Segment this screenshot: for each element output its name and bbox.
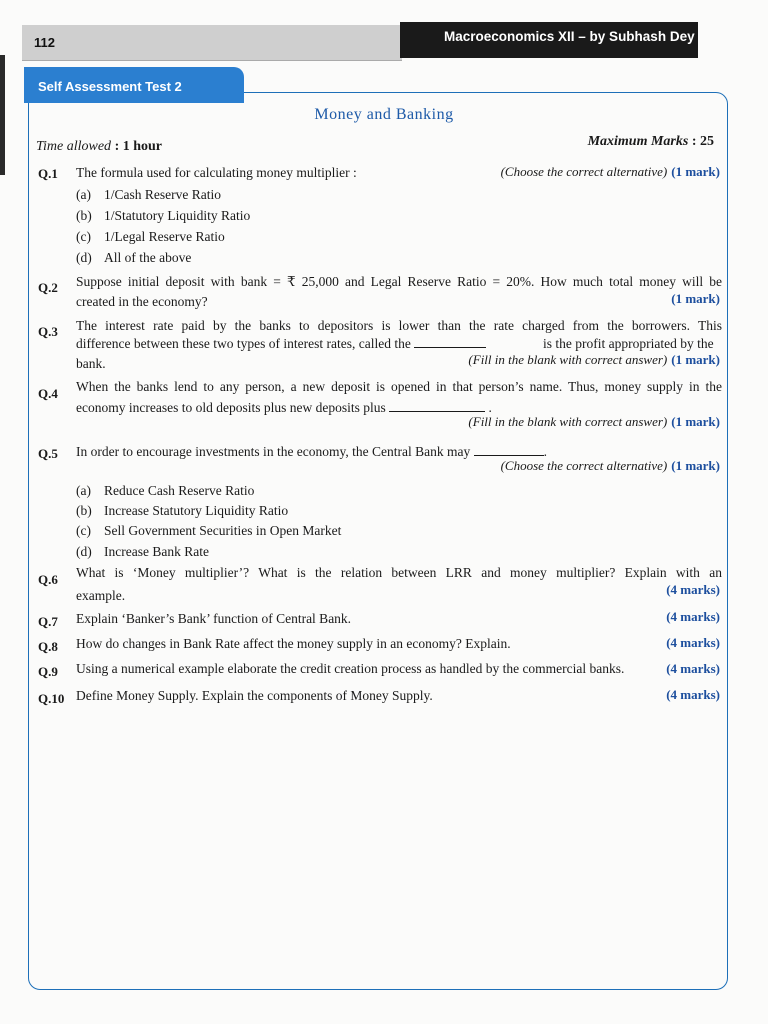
question-text: [76, 444, 547, 460]
question-text: When the banks lend to any person, a new deposit is opened in that person’s name. Thus, money supply in the: [76, 379, 722, 394]
question-number: Q.3: [38, 324, 58, 339]
question-instruction: (Choose the correct alternative): [500, 458, 668, 473]
option-item: [76, 208, 250, 224]
time-allowed-value: : 1 hour: [114, 139, 163, 154]
option-text: 1/Legal Reserve Ratio: [104, 229, 225, 244]
option-label: (b): [76, 503, 92, 518]
maximum-marks-value: : 25: [691, 134, 714, 149]
option-label: (a): [76, 483, 91, 498]
question-text: The interest rate paid by the banks to depositors is lower than the rate charged from the borrowers. This: [76, 318, 722, 333]
question-text-part: difference between these two types of interest rates, called the: [76, 336, 411, 351]
option-item: [76, 229, 225, 245]
option-item: [76, 187, 221, 203]
question-text-continued: example.: [76, 588, 126, 603]
option-label: (b): [76, 208, 92, 223]
answer-blank: [389, 400, 485, 412]
time-allowed: [36, 139, 162, 155]
question-instruction: (Choose the correct alternative): [500, 164, 668, 179]
option-text: Increase Statutory Liquidity Ratio: [104, 503, 289, 518]
maximum-marks-label: Maximum Marks: [587, 134, 689, 149]
question-instruction: (Fill in the blank with correct answer): [468, 352, 668, 367]
option-label: (c): [76, 229, 91, 244]
content-frame: [28, 92, 728, 990]
option-text: 1/Cash Reserve Ratio: [104, 187, 221, 202]
header-left-bar: [22, 25, 402, 61]
question-text: What is ‘Money multiplier’? What is the relation between LRR and money multiplier? Explain with an: [76, 565, 722, 580]
option-item: [76, 544, 209, 560]
question-number: Q.10: [38, 691, 65, 706]
question-text: Define Money Supply. Explain the components of Money Supply.: [76, 688, 433, 703]
question-number: Q.4: [38, 386, 58, 401]
question-text: Suppose initial deposit with bank = ₹ 25,000 and Legal Reserve Ratio = 20%. How much total money will be: [76, 274, 722, 289]
marks-value: (1 mark): [671, 458, 720, 473]
time-allowed-label: Time allowed: [36, 139, 112, 154]
page-number: 112: [34, 35, 55, 50]
question-marks: [501, 458, 720, 474]
question-text-continued: created in the economy?: [76, 294, 208, 309]
question-text: How do changes in Bank Rate affect the money supply in an economy? Explain.: [76, 636, 511, 651]
option-text: Increase Bank Rate: [104, 544, 209, 559]
question-text-continued: bank.: [76, 356, 106, 371]
option-label: (a): [76, 187, 91, 202]
question-number: Q.7: [38, 614, 58, 629]
question-text-part: is the profit appropriated by the: [543, 336, 714, 351]
question-instruction: (Fill in the blank with correct answer): [468, 414, 668, 429]
marks-value: (1 mark): [671, 164, 720, 179]
page-title: Money and Banking: [314, 106, 454, 123]
option-text: 1/Statutory Liquidity Ratio: [104, 208, 251, 223]
maximum-marks: [588, 134, 714, 150]
question-text-continued: [76, 400, 492, 416]
question-number: Q.6: [38, 572, 58, 587]
option-item: [76, 250, 191, 266]
section-tab: Self Assessment Test 2: [24, 67, 244, 103]
option-label: (d): [76, 250, 92, 265]
option-label: (c): [76, 523, 91, 538]
option-label: (d): [76, 544, 92, 559]
question-text-part: economy increases to old deposits plus new deposits plus: [76, 400, 386, 415]
question-marks: (1 mark): [671, 291, 720, 306]
question-marks: [468, 414, 720, 430]
question-text-part: .: [543, 444, 548, 459]
question-marks: (4 marks): [666, 661, 720, 676]
question-marks: [468, 352, 720, 368]
option-text: All of the above: [104, 250, 192, 265]
question-number: Q.1: [38, 166, 58, 181]
question-number: Q.2: [38, 280, 58, 295]
question-text-continued: [76, 336, 486, 352]
question-text-part: .: [488, 400, 492, 415]
option-item: [76, 503, 288, 519]
question-text: Using a numerical example elaborate the credit creation process as handled by the commercial banks.: [76, 661, 625, 676]
question-marks: (4 marks): [666, 687, 720, 702]
question-marks: (4 marks): [666, 609, 720, 624]
marks-value: (1 mark): [671, 352, 720, 367]
marks-value: (1 mark): [671, 414, 720, 429]
option-text: Reduce Cash Reserve Ratio: [104, 483, 255, 498]
option-item: [76, 523, 341, 539]
question-text: Explain ‘Banker’s Bank’ function of Central Bank.: [76, 611, 352, 626]
question-marks: (4 marks): [666, 582, 720, 597]
question-text: The formula used for calculating money multiplier :: [76, 165, 357, 180]
question-marks: (4 marks): [666, 635, 720, 650]
option-item: [76, 483, 254, 499]
question-marks: [501, 164, 720, 180]
answer-blank: [474, 444, 544, 456]
question-number: Q.9: [38, 664, 58, 679]
option-text: Sell Government Securities in Open Market: [104, 523, 342, 538]
question-number: Q.8: [38, 639, 58, 654]
book-title: Macroeconomics XII – by Subhash Dey: [400, 22, 698, 58]
question-number: Q.5: [38, 446, 58, 461]
answer-blank: [414, 336, 486, 348]
question-text-part: In order to encourage investments in the economy, the Central Bank may: [76, 444, 471, 459]
